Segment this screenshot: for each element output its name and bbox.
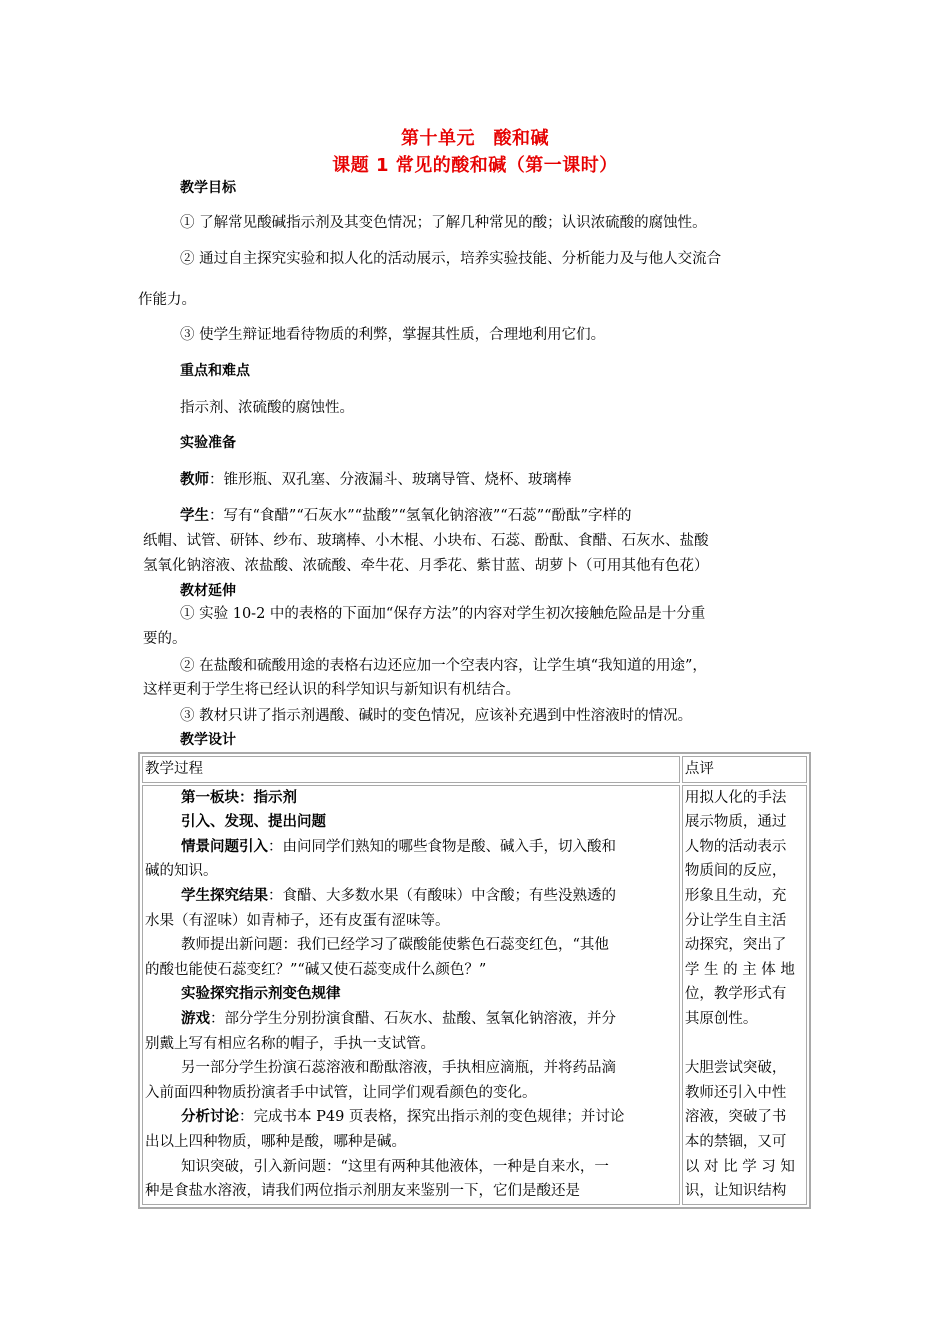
process-line <box>145 1007 677 1032</box>
lesson-title: 课题 1 常见的酸和碱（第一课时） <box>332 155 618 176</box>
process-line-bold: 游戏 <box>181 1010 210 1027</box>
process-line-bold: 分析讨论 <box>181 1109 239 1126</box>
process-line-text: 出以上四种物质，哪种是酸，哪种是碱。 <box>145 1133 406 1150</box>
comment-line: 物质间的反应， <box>684 863 787 880</box>
objective-3: ③ 使学生辩证地看待物质的利弊，掌握其性质，合理地利用它们。 <box>180 327 606 343</box>
process-line-text: ：完成书本 P49 页表格，探究出指示剂的变色规律；并讨论 <box>239 1109 625 1126</box>
comment-line: 学 生 的 主 体 地 <box>684 961 795 978</box>
comment-line: 展示物质，通过 <box>684 814 787 831</box>
comment-line: 教师还引入中性 <box>684 1084 787 1101</box>
teacher-label: 教师 <box>180 472 209 488</box>
process-line-bold: 学生探究结果 <box>181 887 268 904</box>
process-line-text: 的酸也能使石蕊变红？”“碱又使石蕊变成什么颜色？” <box>145 961 487 978</box>
student-text-2: 纸帽、试管、研钵、纱布、玻璃棒、小木棍、小块布、石蕊、酚酞、食醋、石灰水、盐酸 <box>143 533 709 549</box>
extension-line-1: ① 实验 10-2 中的表格的下面加“保存方法”的内容对学生初次接触危险品是十分重 <box>180 606 706 622</box>
prep-heading: 实验准备 <box>180 435 236 451</box>
process-line-text: 另一部分学生扮演石蕊溶液和酚酞溶液，手执相应滴瓶，并将药品滴 <box>181 1060 616 1077</box>
process-line-text: ：由问同学们熟知的哪些食物是酸、碱入手，切入酸和 <box>268 838 616 855</box>
comment-line: 位，教学形式有 <box>684 986 787 1003</box>
comment-cell <box>682 785 807 1205</box>
objective-1: ① 了解常见酸碱指示剂及其变色情况；了解几种常见的酸；认识浓硫酸的腐蚀性。 <box>180 215 707 231</box>
process-header: 教学过程 <box>142 756 680 783</box>
process-line-text: 教师提出新问题：我们已经学习了碳酸能使紫色石蕊变红色，“其他 <box>181 937 609 954</box>
key-points-heading: 重点和难点 <box>180 363 250 379</box>
process-line-text: 碱的知识。 <box>145 863 218 880</box>
comment-line: 用拟人化的手法 <box>684 789 787 806</box>
extension-line-2: 要的。 <box>143 631 187 647</box>
student-label: 学生 <box>180 508 209 524</box>
process-line <box>145 786 677 811</box>
comment-line: 大胆尝试突破， <box>684 1060 787 1077</box>
comment-header: 点评 <box>682 756 807 783</box>
comment-line: 溶液，突破了书 <box>684 1109 787 1126</box>
process-line <box>145 810 677 835</box>
process-line <box>145 1081 677 1106</box>
comment-line: 本的禁锢，又可 <box>684 1133 787 1150</box>
process-line-bold: 实验探究指示剂变色规律 <box>181 986 341 1003</box>
comment-line <box>685 1032 804 1057</box>
process-line <box>145 982 677 1007</box>
comment-line: 其原创性。 <box>684 1010 758 1027</box>
extension-line-5: ③ 教材只讲了指示剂遇酸、碱时的变色情况，应该补充遇到中性溶液时的情况。 <box>180 708 693 724</box>
process-line <box>145 1179 677 1204</box>
process-line <box>145 1105 677 1130</box>
process-line <box>145 1130 677 1155</box>
objective-2-cont: 作能力。 <box>138 292 196 308</box>
process-line <box>145 859 677 884</box>
unit-title: 第十单元 酸和碱 <box>401 128 549 149</box>
process-line-text: 别戴上写有相应名称的帽子，手执一支试管。 <box>145 1035 435 1052</box>
process-cell <box>142 785 680 1205</box>
process-line-text: 入前面四种物质扮演者手中试管，让同学们观看颜色的变化。 <box>145 1084 537 1101</box>
process-line-bold: 情景问题引入 <box>181 838 268 855</box>
process-line <box>145 958 677 983</box>
process-line-text: ：食醋、大多数水果（有酸味）中含酸；有些没熟透的 <box>268 887 616 904</box>
process-line-text: ：部分学生分别扮演食醋、石灰水、盐酸、氢氧化钠溶液，并分 <box>210 1010 616 1027</box>
comment-line: 以 对 比 学 习 知 <box>684 1158 795 1175</box>
process-line <box>145 1056 677 1081</box>
extension-heading: 教材延伸 <box>180 583 236 599</box>
student-text-3: 氢氧化钠溶液、浓盐酸、浓硫酸、牵牛花、月季花、紫甘蓝、胡萝卜（可用其他有色花） <box>143 558 709 574</box>
objective-2: ② 通过自主探究实验和拟人化的活动展示，培养实验技能、分析能力及与他人交流合 <box>180 251 722 267</box>
extension-line-3: ② 在盐酸和硫酸用途的表格右边还应加一个空表内容，让学生填“我知道的用途”， <box>180 658 707 674</box>
comment-line: 识，让知识结构 <box>684 1183 787 1200</box>
comment-line: 动探究，突出了 <box>684 937 787 954</box>
design-heading: 教学设计 <box>180 732 236 748</box>
design-body-row <box>142 785 807 1205</box>
design-header-row <box>142 756 807 783</box>
process-line-bold: 引入、发现、提出问题 <box>181 814 326 831</box>
prep-student <box>180 506 631 526</box>
process-line-text: 水果（有涩味）如青柿子，还有皮蛋有涩味等。 <box>145 912 450 929</box>
process-line-text: 种是食盐水溶液，请我们两位指示剂朋友来鉴别一下，它们是酸还是 <box>145 1183 580 1200</box>
comment-line: 人物的活动表示 <box>684 838 787 855</box>
process-line <box>145 909 677 934</box>
teacher-text: ：锥形瓶、双孔塞、分液漏斗、玻璃导管、烧杯、玻璃棒 <box>209 472 572 488</box>
objectives-heading: 教学目标 <box>180 180 236 196</box>
process-line <box>145 1032 677 1057</box>
process-line-text: 知识突破，引入新问题：“这里有两种其他液体，一种是自来水，一 <box>181 1158 609 1175</box>
comment-line: 分让学生自主活 <box>684 912 787 929</box>
extension-line-4: 这样更利于学生将已经认识的科学知识与新知识有机结合。 <box>143 682 520 698</box>
process-line <box>145 1155 677 1180</box>
student-text-1: ：写有“食醋”“石灰水”“盐酸”“氢氧化钠溶液”“石蕊”“酚酞”字样的 <box>209 508 632 524</box>
key-points-text: 指示剂、浓硫酸的腐蚀性。 <box>180 400 354 416</box>
process-line-bold: 第一板块：指示剂 <box>181 789 297 806</box>
process-line <box>145 884 677 909</box>
design-table <box>138 752 811 1209</box>
process-line <box>145 933 677 958</box>
process-line <box>145 835 677 860</box>
prep-teacher <box>180 470 572 490</box>
comment-line: 形象且生动，充 <box>684 887 787 904</box>
